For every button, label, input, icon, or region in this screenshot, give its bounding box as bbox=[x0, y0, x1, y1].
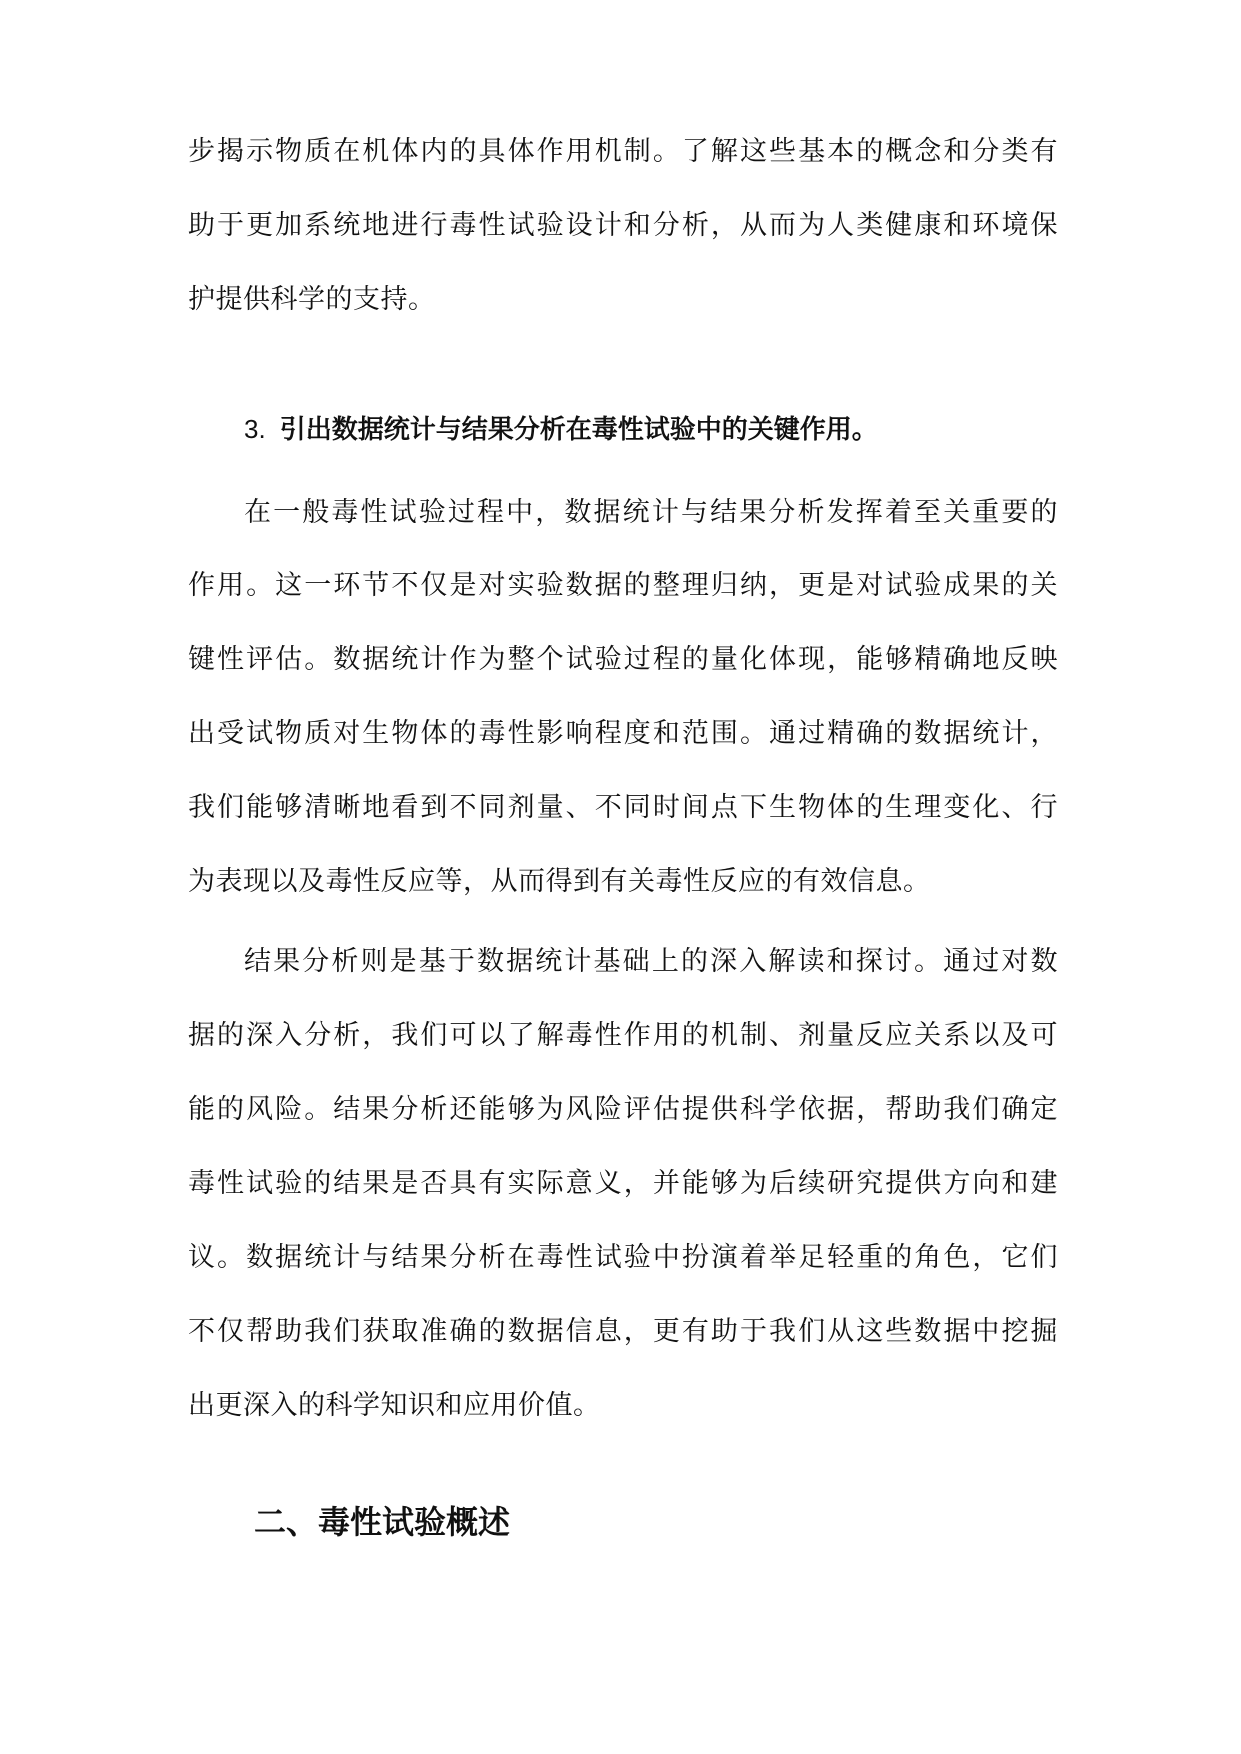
paragraph1-line-5: 我们能够清晰地看到不同剂量、不同时间点下生物体的生理变化、行 bbox=[188, 792, 1058, 823]
intro-line-3: 护提供科学的支持。 bbox=[188, 284, 436, 315]
paragraph1-line-1: 在一般毒性试验过程中，数据统计与结果分析发挥着至关重要的 bbox=[244, 497, 1058, 528]
section-heading bbox=[244, 409, 878, 450]
paragraph2-line-7: 出更深入的科学知识和应用价值。 bbox=[188, 1390, 601, 1421]
section-number: 3. bbox=[244, 414, 266, 444]
paragraph1-line-2: 作用。这一环节不仅是对实验数据的整理归纳，更是对试验成果的关 bbox=[188, 570, 1058, 601]
chapter-heading: 二、毒性试验概述 bbox=[254, 1503, 511, 1541]
paragraph2-line-2: 据的深入分析，我们可以了解毒性作用的机制、剂量反应关系以及可 bbox=[188, 1020, 1058, 1051]
paragraph2-line-5: 议。数据统计与结果分析在毒性试验中扮演着举足轻重的角色，它们 bbox=[188, 1242, 1058, 1273]
paragraph2-line-4: 毒性试验的结果是否具有实际意义，并能够为后续研究提供方向和建 bbox=[188, 1168, 1058, 1199]
section-title: 引出数据统计与结果分析在毒性试验中的关键作用。 bbox=[279, 415, 878, 445]
paragraph2-line-3: 能的风险。结果分析还能够为风险评估提供科学依据，帮助我们确定 bbox=[188, 1094, 1058, 1125]
paragraph2-line-6: 不仅帮助我们获取准确的数据信息，更有助于我们从这些数据中挖掘 bbox=[188, 1316, 1058, 1347]
paragraph1-line-3: 键性评估。数据统计作为整个试验过程的量化体现，能够精确地反映 bbox=[188, 644, 1058, 675]
intro-line-2: 助于更加系统地进行毒性试验设计和分析，从而为人类健康和环境保 bbox=[188, 210, 1058, 241]
paragraph1-line-6: 为表现以及毒性反应等，从而得到有关毒性反应的有效信息。 bbox=[188, 866, 931, 897]
intro-line-1: 步揭示物质在机体内的具体作用机制。了解这些基本的概念和分类有 bbox=[188, 136, 1058, 167]
paragraph2-line-1: 结果分析则是基于数据统计基础上的深入解读和探讨。通过对数 bbox=[244, 946, 1058, 977]
paragraph1-line-4: 出受试物质对生物体的毒性影响程度和范围。通过精确的数据统计， bbox=[188, 718, 1058, 749]
